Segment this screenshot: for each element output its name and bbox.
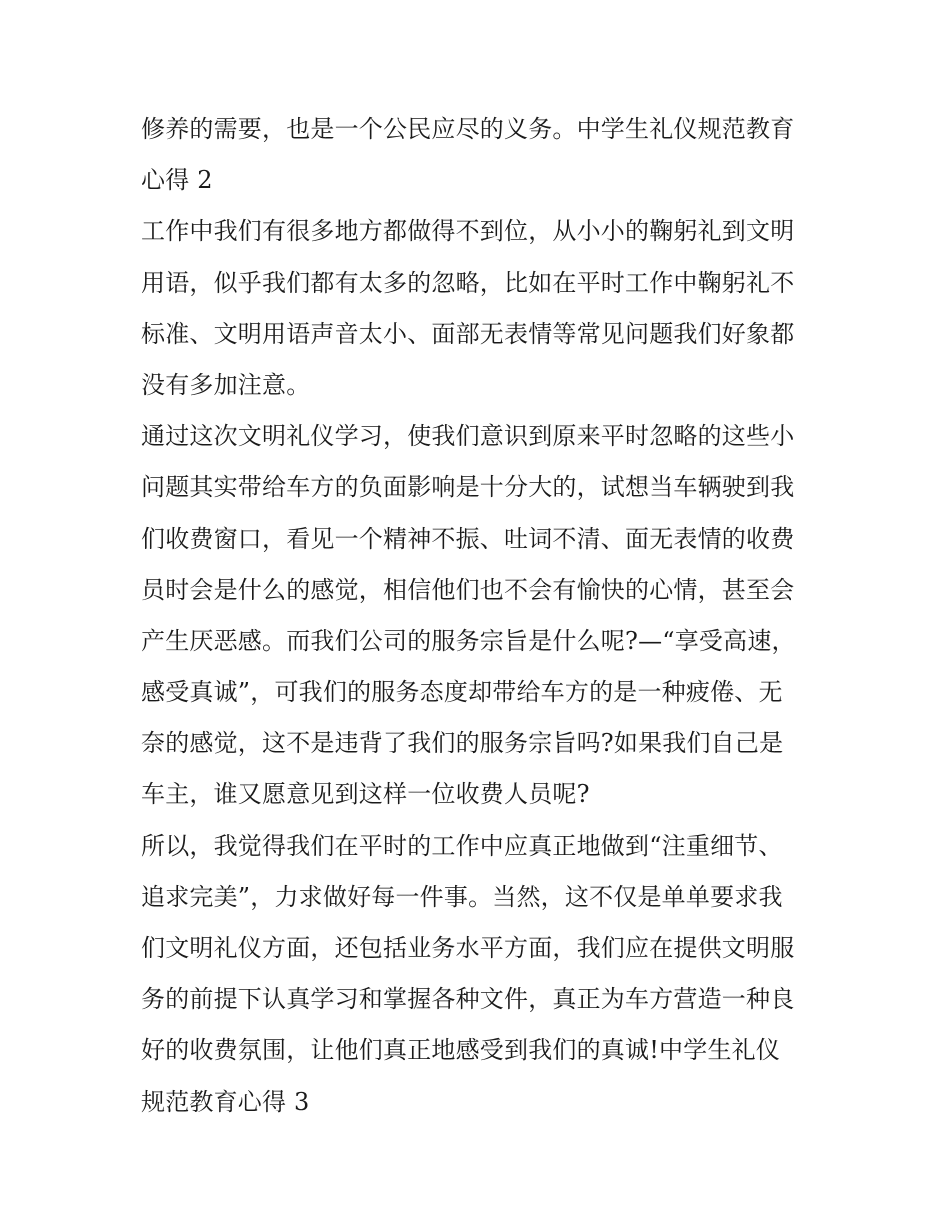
text-line: 感受真诚”，可我们的服务态度却带给车方的是一种疲倦、无 (141, 678, 783, 707)
text-line: 员时会是什么的感觉，相信他们也不会有愉快的心情，甚至会 (141, 575, 795, 604)
text-line: 规范教育心得 3 (141, 1087, 310, 1116)
text-line: 务的前提下认真学习和掌握各种文件，真正为车方营造一种良 (141, 985, 795, 1014)
text-line: 工作中我们有很多地方都做得不到位，从小小的鞠躬礼到文明 (141, 217, 795, 246)
text-line: 追求完美”，力求做好每一件事。当然，这不仅是单单要求我 (141, 882, 783, 911)
text-line: 们收费窗口，看见一个精神不振、吐词不清、面无表情的收费 (141, 524, 795, 553)
text-line: 所以，我觉得我们在平时的工作中应真正地做到“注重细节、 (141, 831, 783, 860)
text-line: 修养的需要，也是一个公民应尽的义务。中学生礼仪规范教育 (141, 115, 795, 143)
text-line: 车主，谁又愿意见到这样一位收费人员呢? (141, 780, 590, 809)
text-line: 心得 2 (141, 166, 213, 195)
text-line: 用语，似乎我们都有太多的忽略，比如在平时工作中鞠躬礼不 (141, 268, 795, 297)
text-line: 问题其实带给车方的负面影响是十分大的，试想当车辆驶到我 (141, 473, 795, 502)
text-line: 好的收费氛围，让他们真正地感受到我们的真诚!中学生礼仪 (141, 1036, 781, 1065)
text-line: 产生厌恶感。而我们公司的服务宗旨是什么呢?—“享受高速， (141, 626, 796, 655)
text-line: 没有多加注意。 (141, 370, 311, 399)
text-line: 标准、文明用语声音太小、面部无表情等常见问题我们好象都 (141, 319, 795, 348)
text-line: 通过这次文明礼仪学习，使我们意识到原来平时忽略的这些小 (141, 422, 795, 451)
text-line: 们文明礼仪方面，还包括业务水平方面，我们应在提供文明服 (141, 934, 795, 962)
text-line: 奈的感觉，这不是违背了我们的服务宗旨吗?如果我们自己是 (141, 729, 784, 758)
body-text (141, 104, 821, 1128)
